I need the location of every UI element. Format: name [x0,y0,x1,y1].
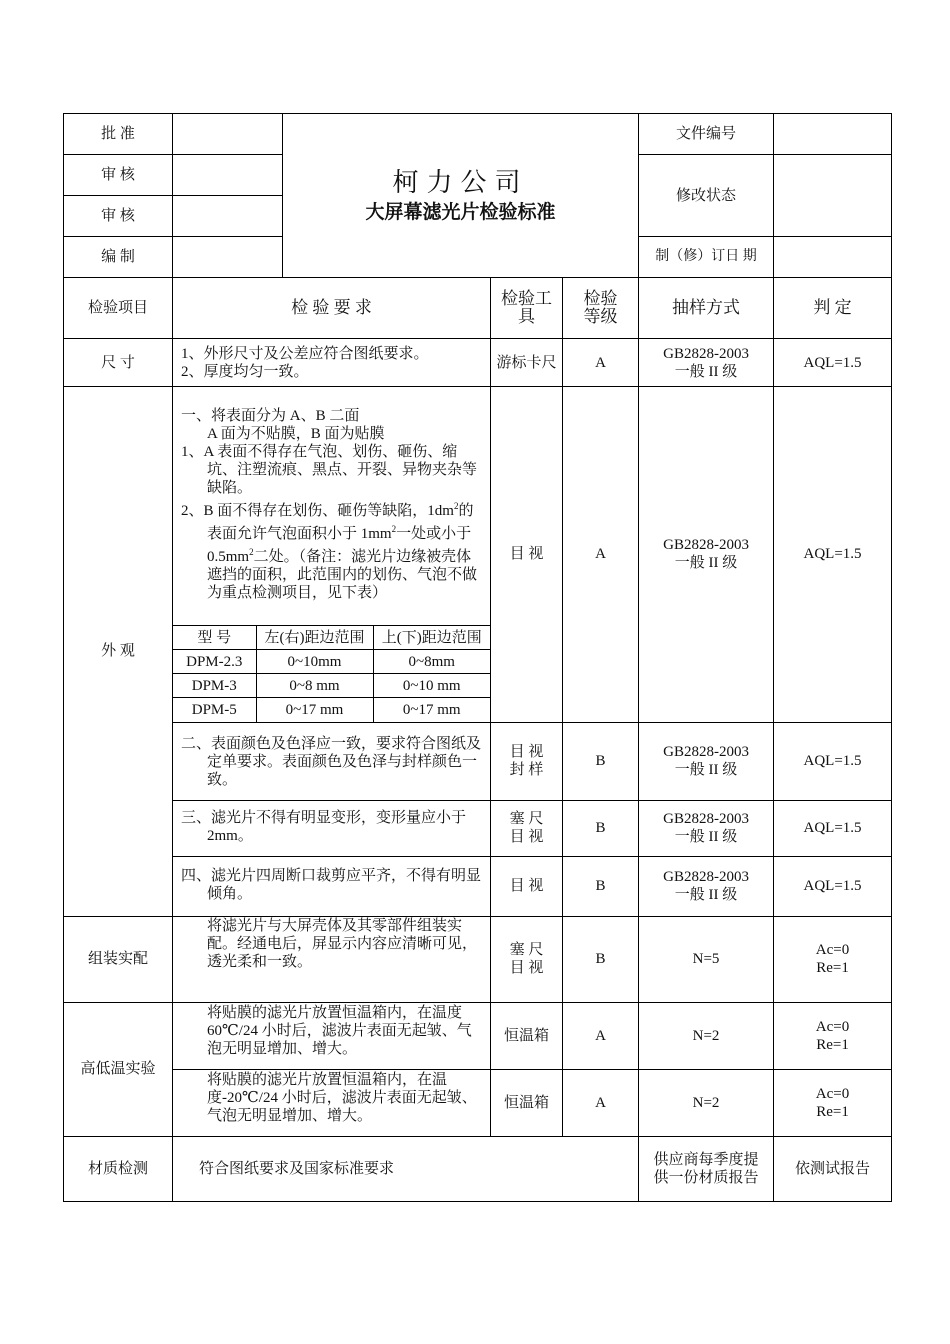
range-head-tb: 上(下)距边范围 [373,626,490,650]
title-block [283,114,639,278]
temperature-level-2: A [563,1069,639,1136]
appearance-b-sampling-1: GB2828-2003 [663,744,749,760]
appearance-req-line-2: A 面为不贴膜，B 面为贴膜 [207,426,385,442]
temperature-judge-2a: Ac=0 [815,1085,850,1102]
appearance-c-tool-1: 塞 尺 [509,811,544,827]
temperature-item: 高低温实验 [64,1002,173,1136]
appearance-d-req: 四、滤光片四周断口裁剪应平齐，不得有明显倾角。 [181,867,482,902]
rev-status-value [774,155,892,237]
approve-value [173,114,283,155]
size-sampling-2: 一般 II 级 [674,363,738,380]
material-sampling-1: 供应商每季度提 [653,1151,759,1168]
temperature-tool-2: 恒温箱 [491,1069,563,1136]
temperature-tool-1: 恒温箱 [491,1002,563,1069]
temperature-req-2: 将贴膜的滤光片放置恒温箱内，在温度-20℃/24 小时后，滤波片表面无起皱、气泡无明显增加、增大。 [207,1071,477,1124]
material-row [64,1136,892,1201]
appearance-a-judge: AQL=1.5 [774,387,892,723]
size-sampling-1: GB2828-2003 [663,345,749,362]
col-judge: 判 定 [774,278,892,339]
temperature-level-1: A [563,1002,639,1069]
prepare-value [173,237,283,278]
size-req-1: 1、外形尺寸及公差应符合图纸要求。 [181,345,429,362]
appearance-a-sampling-1: GB2828-2003 [663,537,749,554]
assembly-tool-2: 目 视 [509,960,544,976]
range-row: DPM-3 0~8 mm 0~10 mm [173,674,490,698]
approve-label: 批 准 [64,114,173,155]
temperature-row-1 [64,1002,892,1069]
material-sampling-2: 供一份材质报告 [653,1169,759,1186]
temperature-judge-1a: Ac=0 [815,1018,850,1035]
appearance-d-sampling-1: GB2828-2003 [663,869,749,885]
col-level: 检验等级 [563,278,639,339]
size-item: 尺 寸 [64,339,173,387]
assembly-judge-2: Re=1 [816,960,849,976]
appearance-req-line-1: 一、将表面分为 A、B 二面 [181,408,360,424]
material-item: 材质检测 [64,1136,173,1201]
appearance-row-c [64,800,892,856]
size-row [64,339,892,387]
appearance-row-b [64,722,892,800]
assembly-tool-1: 塞 尺 [509,942,544,958]
prepare-label: 编 制 [64,237,173,278]
assembly-sampling: N=5 [639,916,774,1002]
assembly-level: B [563,916,639,1002]
size-req-2: 2、厚度均匀一致。 [181,363,309,380]
appearance-b-judge: AQL=1.5 [774,722,892,800]
appearance-b-sampling-2: 一般 II 级 [674,762,738,778]
appearance-req-line-3: 1、A 表面不得存在气泡、划伤、砸伤、缩坑、注塑流痕、黑点、开裂、异物夹杂等缺陷。 [181,444,478,496]
appearance-row-a [64,387,892,723]
size-judge: AQL=1.5 [774,339,892,387]
col-item: 检验项目 [64,278,173,339]
appearance-req-line-4: 2、B 面不得存在划伤、砸伤等缺陷，$1dm^2$的表面允许气泡面积小于 $1mm^2$一处或小于 $0.5mm^2$二处。（备注：滤光片边缘被壳体遮挡的面积，此范围内的划伤、气泡不做为重点检测项目，见下表） [181,501,478,601]
rev-date-label: 制（修）订日 期 [639,237,774,278]
appearance-a-tool: 目 视 [491,387,563,723]
temperature-row-2 [64,1069,892,1136]
doc-no-value [774,114,892,155]
appearance-b-tool-2: 封 样 [509,762,544,778]
appearance-row-d [64,856,892,916]
material-req: 符合图纸要求及国家标准要求 [173,1136,639,1201]
appearance-c-sampling-2: 一般 II 级 [674,829,738,845]
assembly-row [64,916,892,1002]
appearance-a-level: A [563,387,639,723]
range-subtable [173,625,490,722]
temperature-judge-1b: Re=1 [816,1036,849,1053]
appearance-d-level: B [563,856,639,916]
size-tool: 游标卡尺 [491,339,563,387]
range-row: DPM-5 0~17 mm 0~17 mm [173,698,490,722]
appearance-d-judge: AQL=1.5 [774,856,892,916]
appearance-b-req: 二、表面颜色及色泽应一致，要求符合图纸及定单要求。表面颜色及色泽与封样颜色一致。 [181,735,482,788]
rev-status-label: 修改状态 [639,155,774,237]
appearance-b-level: B [563,722,639,800]
range-row: DPM-2.3 0~10mm 0~8mm [173,650,490,674]
appearance-d-sampling-2: 一般 II 级 [674,887,738,903]
range-head-model: 型 号 [173,626,256,650]
col-requirement: 检 验 要 求 [173,278,491,339]
range-head-lr: 左(右)距边范围 [256,626,373,650]
inspection-standard-sheet [63,113,891,1202]
review1-label: 审 核 [64,155,173,196]
temperature-judge-2b: Re=1 [816,1103,849,1120]
appearance-c-judge: AQL=1.5 [774,800,892,856]
assembly-judge-1: Ac=0 [815,942,850,958]
material-judge: 依测试报告 [774,1136,892,1201]
appearance-item: 外 观 [64,387,173,917]
review1-value [173,155,283,196]
col-tool: 检验工具 [491,278,563,339]
doc-no-label: 文件编号 [639,114,774,155]
assembly-req: 将滤光片与大屏壳体及其零部件组装实配。经通电后，屏显示内容应清晰可见，透光柔和一致。 [207,917,478,970]
review2-label: 审 核 [64,196,173,237]
appearance-c-tool-2: 目 视 [509,829,544,845]
appearance-d-tool: 目 视 [491,856,563,916]
appearance-c-req: 三、滤光片不得有明显变形，变形量应小于 2mm。 [181,809,467,844]
review2-value [173,196,283,237]
temperature-req-1: 将贴膜的滤光片放置恒温箱内，在温度 60℃/24 小时后，滤波片表面无起皱、气泡无明显增加、增大。 [207,1004,472,1057]
company-name: 柯力公司 [392,167,529,197]
appearance-a-sampling-2: 一般 II 级 [674,555,738,572]
rev-date-value [774,237,892,278]
document-title: 大屏幕滤光片检验标准 [365,201,556,223]
size-level: A [563,339,639,387]
appearance-c-sampling-1: GB2828-2003 [663,811,749,827]
assembly-item: 组装实配 [64,916,173,1002]
temperature-sampling-2: N=2 [639,1069,774,1136]
appearance-b-tool-1: 目 视 [509,744,544,760]
main-table [63,113,892,1202]
temperature-sampling-1: N=2 [639,1002,774,1069]
col-sampling: 抽样方式 [639,278,774,339]
appearance-c-level: B [563,800,639,856]
